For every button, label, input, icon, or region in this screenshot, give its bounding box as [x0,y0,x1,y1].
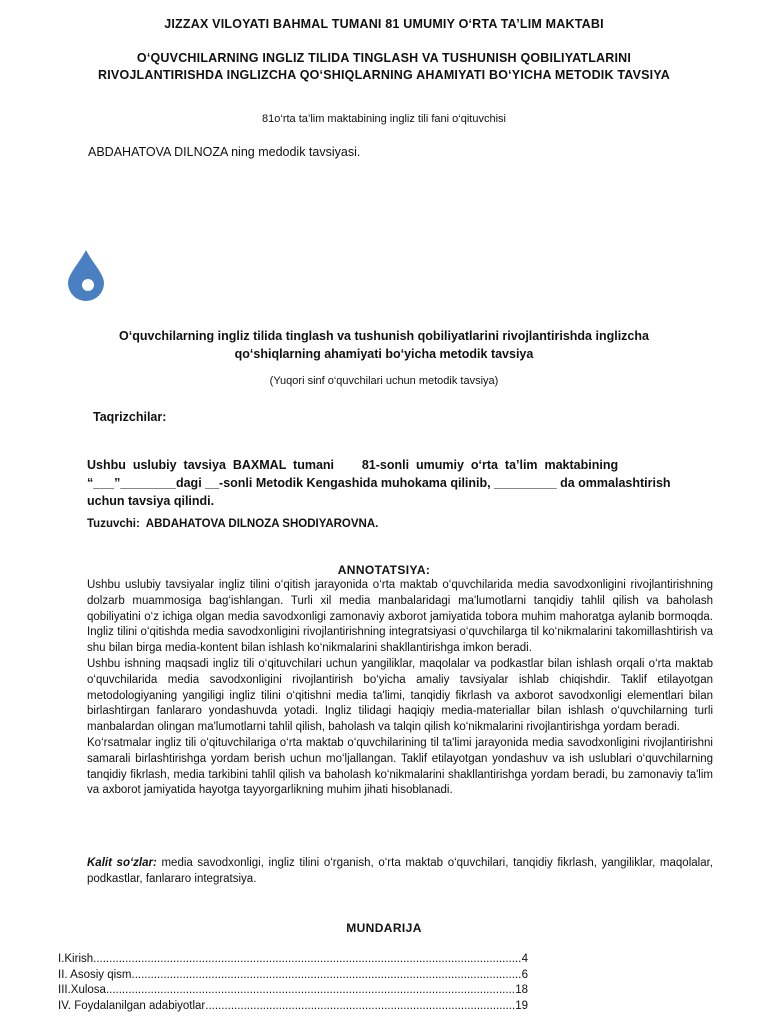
toc-heading: MUNDARIJA [346,921,422,935]
annotation-body [87,578,713,799]
toc-item-label: IV. Foydalanilgan adabiyotlar [58,999,206,1012]
toc-leader-dots [106,983,515,999]
annotation-paragraph-2 [87,657,713,736]
toc-item-label: II. Asosiy qism [58,968,132,981]
title-upper-line-1: O‘QUVCHILARNING INGLIZ TILIDA TINGLASH VA TUSHUNISH QOBILIYATLARINI [136,51,632,65]
annotation-paragraph-3-text: Ko‘rsatmalar ingliz tili o‘qituvchilariga o‘rta maktab o‘quvchilarining til ta'limi jarayonida media savodxonligini rivojlantirishni samarali birlashtirishga yordam berish uchun mo‘ljallangan. Taklif etilayotgan yondashuv va ish uslublari o‘quvchilarning tanqidiy fikrlash, media tarkibini tahlil qilish va baholash ko‘nikmalarini shakllantirishga yordam beradi, bu zamonaviy ta'lim va axborot jamiyatida hayotga tayyorgarlikning muhim jihati hisoblanadi. [87,736,713,797]
toc-item-page: 4 [521,953,528,965]
annotation-heading: ANNOTATSIYA: [337,563,431,577]
annotation-paragraph-3 [87,736,713,799]
toc-item[interactable] [58,983,528,999]
main-title-line-1: O‘quvchilarning ingliz tilida tinglash va tushunish qobiliyatlarini rivojlantirishda inglizcha [119,329,649,343]
drop-icon [66,248,106,302]
keywords-label: Kalit so‘zlar: [87,857,157,869]
document-title-upper [0,50,768,84]
toc-item-label: III.Xulosa [58,984,106,996]
main-title-line-2: qo‘shiqlarning ahamiyati bo‘yicha metodik tavsiya [234,347,534,361]
approval-line-3: uchun tavsiya qilindi. [87,494,215,508]
toc-item-page: 18 [515,984,528,996]
reviewers-label: Taqrizchilar: [93,410,167,424]
toc-item[interactable] [58,968,528,984]
main-title [0,327,768,363]
compiler-label: Tuzuvchi: [87,518,140,530]
toc-leader-dots [205,999,515,1015]
main-subtitle: (Yuqori sinf o‘quvchilari uchun metodik tavsiya) [269,375,499,387]
drop-icon-graphic [66,248,106,302]
toc-item[interactable] [58,952,528,968]
compiler-name: ABDAHATOVA DILNOZA SHODIYAROVNA. [145,518,379,530]
annotation-paragraph-1 [87,578,713,657]
keywords [87,855,713,887]
annotation-paragraph-1-text: Ushbu uslubiy tavsiyalar ingliz tilini o‘qitish jarayonida o‘rta maktab o‘quvchilarida media savodxonligini rivojlantirishning dolzarb muammosiga bag‘ishlangan. Turli xil media manbalaridagi ma'lumotlarni tanqidiy tahlil qilish va baholash qobiliyatini o‘z ichiga olgan media savodxonligi zamonaviy axborot jamiyatida tobora muhim mahoratga aylanib bormoqda. Ingliz tilini o‘qitishda media savodxonligini rivojlantirishning integratsiyasi o‘quvchilarga til ko‘nikmalarini takomillashtirish va shu bilan birga media-kontent bilan ishlash ko‘nikmalarini shakllantirishga imkon beradi. [87,579,713,655]
approval-line-1: Ushbu uslubiy tavsiya BAXMAL tumani 81-sonli umumiy o‘rta ta’lim maktabining [87,458,619,472]
annotation-paragraph-2-text: Ushbu ishning maqsadi ingliz tili o‘qituvchilari uchun yangiliklar, maqolalar va podkastlar bilan ishlash orqali o‘rta maktab o‘quvchilarida media savodxonligini rivojlantirish bo‘yicha amaliy tavsiyalar ishlab chiqishdir. Taklif etilayotgan metodologiyaning yangiligi ingliz tilini o‘qitishni media ta'limi, tanqidiy fikrlash va axborot savodxonligi elementlari bilan birlashtirgan fanlararo yondashuvda yotadi. Ingliz tilidagi haqiqiy media-materiallar bilan ishlash o‘quvchilarning turli manbalardan olingan ma'lumotlarni tahlil qilish, baholash va talqin qilish ko‘nikmalarini rivojlantirishga yordam beradi. [87,657,713,734]
toc-leader-dots [132,968,522,984]
approval-block [87,456,713,510]
toc-item-page: 6 [521,968,528,981]
toc-item[interactable] [58,999,528,1015]
keywords-text: media savodxonligi, ingliz tilini o‘rganish, o‘rta maktab o‘quvchilari, tanqidiy fikrlash, yangiliklar, maqolalar, podkastlar, fanlararo integratsiya. [87,857,713,885]
toc-item-page: 19 [515,999,528,1012]
teacher-line: 81o‘rta ta’lim maktabining ingliz tili fani o‘qituvchisi [262,113,506,125]
approval-line-2: “___”________dagi __-sonli Metodik Kengashida muhokama qilinib, _________ da ommalashtirish [87,476,671,490]
title-upper-line-2: RIVOJLANTIRISHDA INGLIZCHA QO‘SHIQLARNING AHAMIYATI BO‘YICHA METODIK TAVSIYA [98,68,670,82]
compiler-line [87,518,378,530]
table-of-contents [58,952,528,1014]
toc-leader-dots [93,952,521,968]
school-name: JIZZAX VILOYATI BAHMAL TUMANI 81 UMUMIY O‘RTA TA’LIM MAKTABI [164,17,604,31]
author-line: ABDAHATOVA DILNOZA ning medodik tavsiyasi. [88,145,361,159]
toc-item-label: I.Kirish [58,953,94,965]
